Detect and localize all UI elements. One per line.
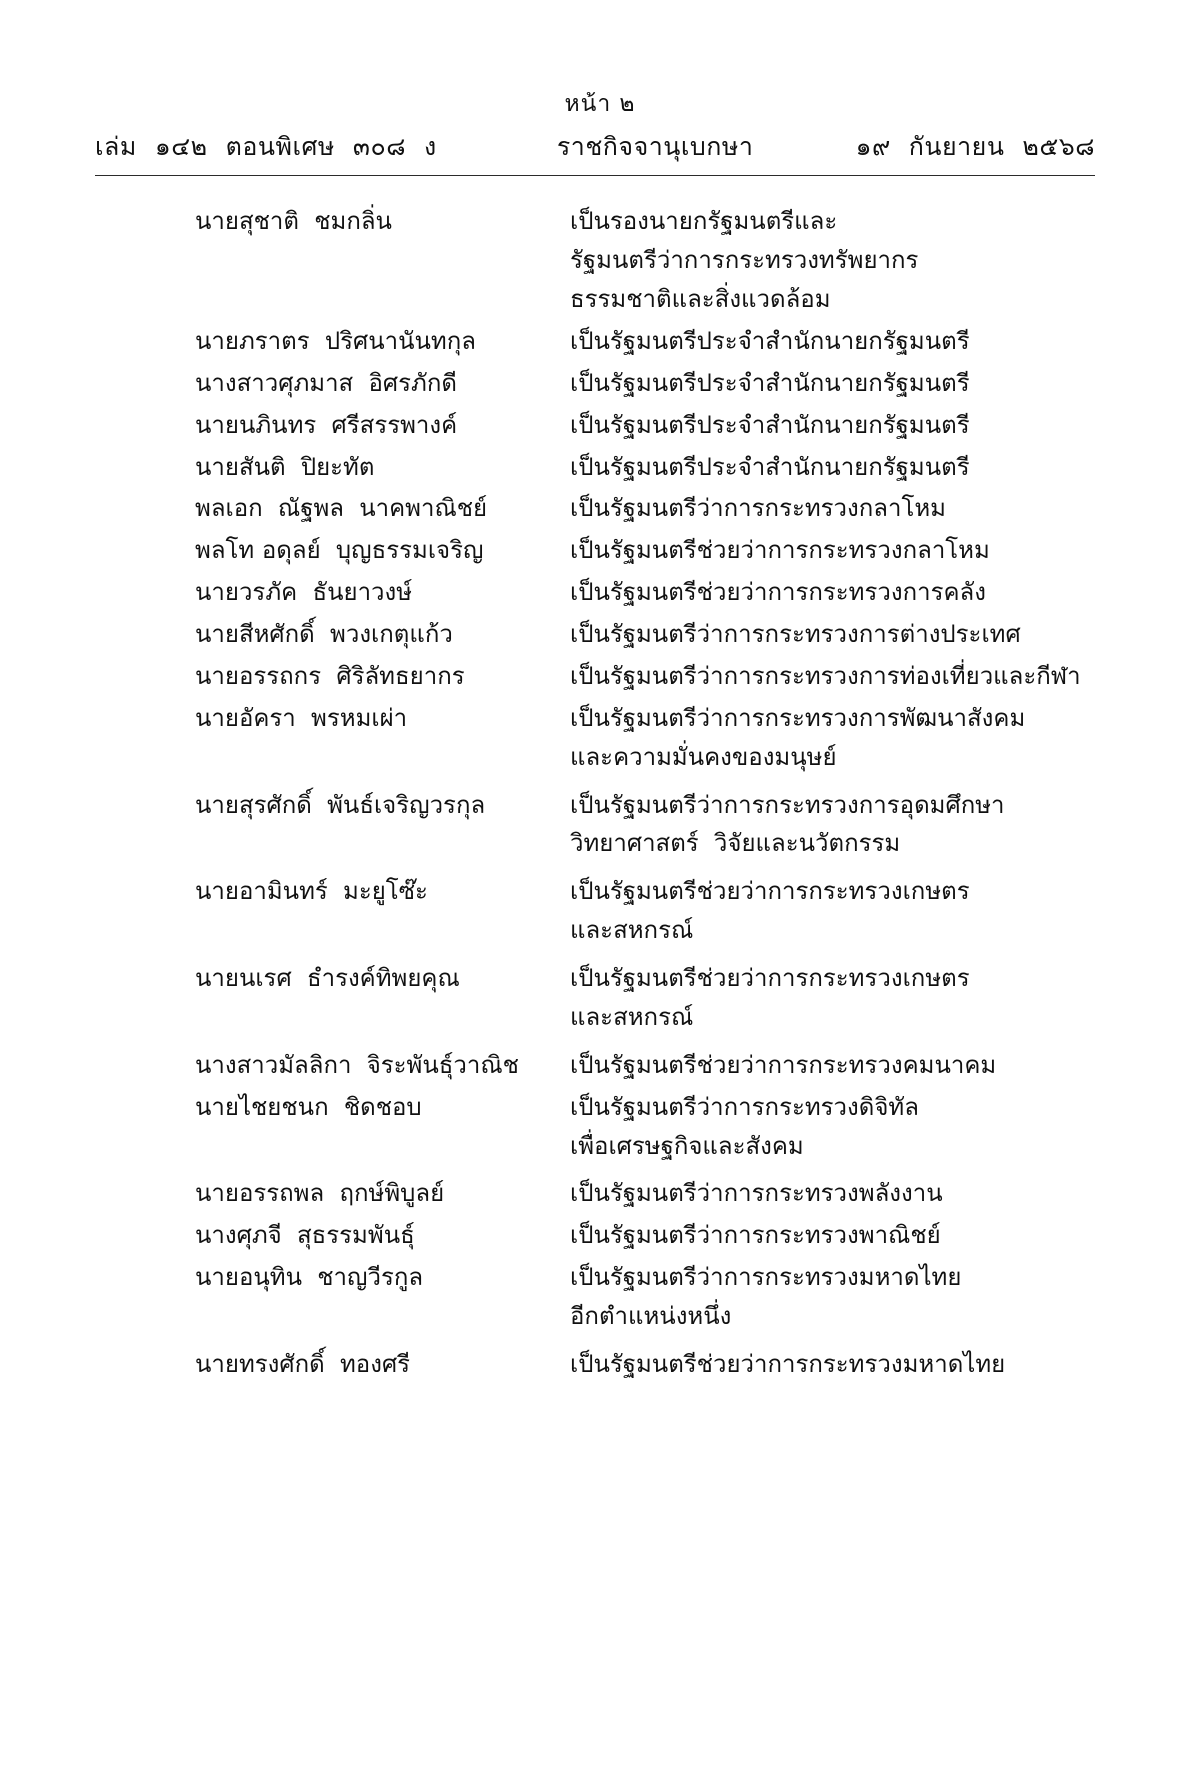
appointee-name: นายอรรถพล ฤกษ์พิบูลย์ (195, 1179, 445, 1208)
appointee-name: นายอนุทิน ชาญวีรกูล (195, 1263, 424, 1292)
volume-number: ๑๔๒ (154, 132, 208, 162)
position-line: รัฐมนตรีว่าการกระทรวงทรัพยากร (570, 246, 919, 275)
appointee-position (570, 1258, 1140, 1336)
appointee-name: นางสาวศุภมาส อิศรภักดี (195, 368, 457, 397)
position-line: เป็นรัฐมนตรีว่าการกระทรวงพลังงาน (570, 1179, 943, 1208)
appointee-position (570, 959, 1140, 1037)
list-item (195, 1046, 1140, 1085)
appointee-position (570, 1216, 1140, 1255)
list-item (195, 786, 1140, 864)
appointee-name: พลโท อดุลย์ บุญธรรมเจริญ (195, 536, 484, 565)
list-item (195, 322, 1140, 361)
appointee-position (570, 1046, 1140, 1085)
appointee-position (570, 531, 1140, 570)
header-volume-group (95, 127, 437, 167)
gazette-title: ราชกิจจานุเบกษา (556, 132, 754, 162)
appointee-name: นายวรภัค ธันยาวงษ์ (195, 578, 413, 607)
appointee-name: นางศุภจี สุธรรมพันธุ์ (195, 1221, 415, 1250)
position-line: เพื่อเศรษฐกิจและสังคม (570, 1131, 804, 1160)
position-line: อีกตำแหน่งหนึ่ง (570, 1302, 732, 1331)
list-item (195, 1088, 1140, 1166)
position-line: วิทยาศาสตร์ วิจัยและนวัตกรรม (570, 829, 901, 858)
appointee-position (570, 615, 1140, 654)
appointee-position (570, 699, 1140, 777)
list-item (195, 1258, 1140, 1336)
appointee-name: นายไชยชนก ชิดชอบ (195, 1092, 422, 1121)
position-line: เป็นรัฐมนตรีช่วยว่าการกระทรวงเกษตร (570, 964, 970, 993)
position-line: เป็นรัฐมนตรีช่วยว่าการกระทรวงมหาดไทย (570, 1349, 1006, 1378)
appointee-position (570, 322, 1140, 361)
appointee-position (570, 573, 1140, 612)
position-line: เป็นรัฐมนตรีว่าการกระทรวงการต่างประเทศ (570, 620, 1021, 649)
appointee-position (570, 1345, 1140, 1384)
position-line: เป็นรัฐมนตรีประจำสำนักนายกรัฐมนตรี (570, 410, 970, 439)
page-number: ๒ (619, 91, 636, 117)
appointee-position (570, 202, 1140, 319)
appointee-position (570, 364, 1140, 403)
position-line: เป็นรัฐมนตรีว่าการกระทรวงพาณิชย์ (570, 1221, 941, 1250)
appointee-position (570, 657, 1140, 696)
position-line: เป็นรัฐมนตรีช่วยว่าการกระทรวงกลาโหม (570, 536, 990, 565)
appointee-name: นายภราตร ปริศนานันทกุล (195, 326, 476, 355)
page-label: หน้า (564, 91, 612, 117)
position-line: เป็นรัฐมนตรีประจำสำนักนายกรัฐมนตรี (570, 452, 970, 481)
position-line: เป็นรัฐมนตรีว่าการกระทรวงกลาโหม (570, 494, 946, 523)
list-item (195, 699, 1140, 777)
position-line: เป็นรัฐมนตรีว่าการกระทรวงมหาดไทย (570, 1263, 962, 1292)
position-line: ธรรมชาติและสิ่งแวดล้อม (570, 285, 831, 314)
appointee-position (570, 872, 1140, 950)
appointee-name: นายสุรศักดิ์ พันธ์เจริญวรกุล (195, 790, 486, 819)
appointee-name: นายทรงศักดิ์ ทองศรี (195, 1349, 411, 1378)
page-number-header (0, 0, 1200, 117)
position-line: เป็นรัฐมนตรีว่าการกระทรวงการท่องเที่ยวและกีฬา (570, 661, 1081, 690)
position-line: เป็นรัฐมนตรีประจำสำนักนายกรัฐมนตรี (570, 368, 970, 397)
list-item (195, 872, 1140, 950)
appointee-position (570, 406, 1140, 445)
list-item (195, 406, 1140, 445)
appointee-name: นายอามินทร์ มะยูโซ๊ะ (195, 877, 428, 906)
appointment-list (0, 202, 1200, 1384)
list-item (195, 1345, 1140, 1384)
appointee-name: นางสาวมัลลิกา จิระพันธุ์วาณิช (195, 1050, 519, 1079)
section-label: ตอนพิเศษ (225, 132, 335, 162)
appointee-name: นายสุชาติ ชมกลิ่น (195, 207, 392, 236)
list-item (195, 448, 1140, 487)
position-line: เป็นรัฐมนตรีว่าการกระทรวงดิจิทัล (570, 1092, 919, 1121)
appointee-position (570, 786, 1140, 864)
position-line: และความมั่นคงของมนุษย์ (570, 742, 837, 771)
list-item (195, 657, 1140, 696)
list-item (195, 531, 1140, 570)
list-item (195, 573, 1140, 612)
section-number: ๓๐๘ (352, 132, 406, 162)
appointee-name: นายอรรถกร ศิริลัทธยากร (195, 661, 465, 690)
volume-label: เล่ม (95, 132, 137, 162)
position-line: เป็นรัฐมนตรีช่วยว่าการกระทรวงคมนาคม (570, 1050, 997, 1079)
date-month: กันยายน (908, 132, 1005, 162)
appointee-position (570, 1174, 1140, 1213)
appointee-name: นายสีหศักดิ์ พวงเกตุแก้ว (195, 620, 453, 649)
appointee-position (570, 448, 1140, 487)
appointee-name: นายนภินทร ศรีสรรพางค์ (195, 410, 458, 439)
position-line: เป็นรัฐมนตรีช่วยว่าการกระทรวงการคลัง (570, 578, 986, 607)
position-line: เป็นรัฐมนตรีว่าการกระทรวงการอุดมศึกษา (570, 790, 1005, 819)
appointee-name: นายอัครา พรหมเผ่า (195, 703, 408, 732)
list-item (195, 364, 1140, 403)
date-year: ๒๕๖๘ (1022, 132, 1095, 162)
position-line: และสหกรณ์ (570, 1002, 694, 1031)
list-item (195, 615, 1140, 654)
gazette-header (95, 127, 1095, 176)
date-day: ๑๙ (855, 132, 891, 162)
position-line: เป็นรัฐมนตรีประจำสำนักนายกรัฐมนตรี (570, 326, 970, 355)
appointee-name: พลเอก ณัฐพล นาคพาณิชย์ (195, 494, 488, 523)
position-line: เป็นรองนายกรัฐมนตรีและ (570, 207, 838, 236)
list-item (195, 1216, 1140, 1255)
position-line: และสหกรณ์ (570, 916, 694, 945)
list-item (195, 202, 1140, 319)
appointee-name: นายสันติ ปิยะทัต (195, 452, 375, 481)
position-line: เป็นรัฐมนตรีช่วยว่าการกระทรวงเกษตร (570, 877, 970, 906)
section-suffix: ง (424, 132, 437, 162)
appointee-position (570, 1088, 1140, 1166)
list-item (195, 1174, 1140, 1213)
list-item (195, 959, 1140, 1037)
appointee-name: นายนเรศ ธำรงค์ทิพยคุณ (195, 964, 460, 993)
appointee-position (570, 489, 1140, 528)
position-line: เป็นรัฐมนตรีว่าการกระทรวงการพัฒนาสังคม (570, 703, 1026, 732)
header-date-group (856, 127, 1095, 167)
list-item (195, 489, 1140, 528)
